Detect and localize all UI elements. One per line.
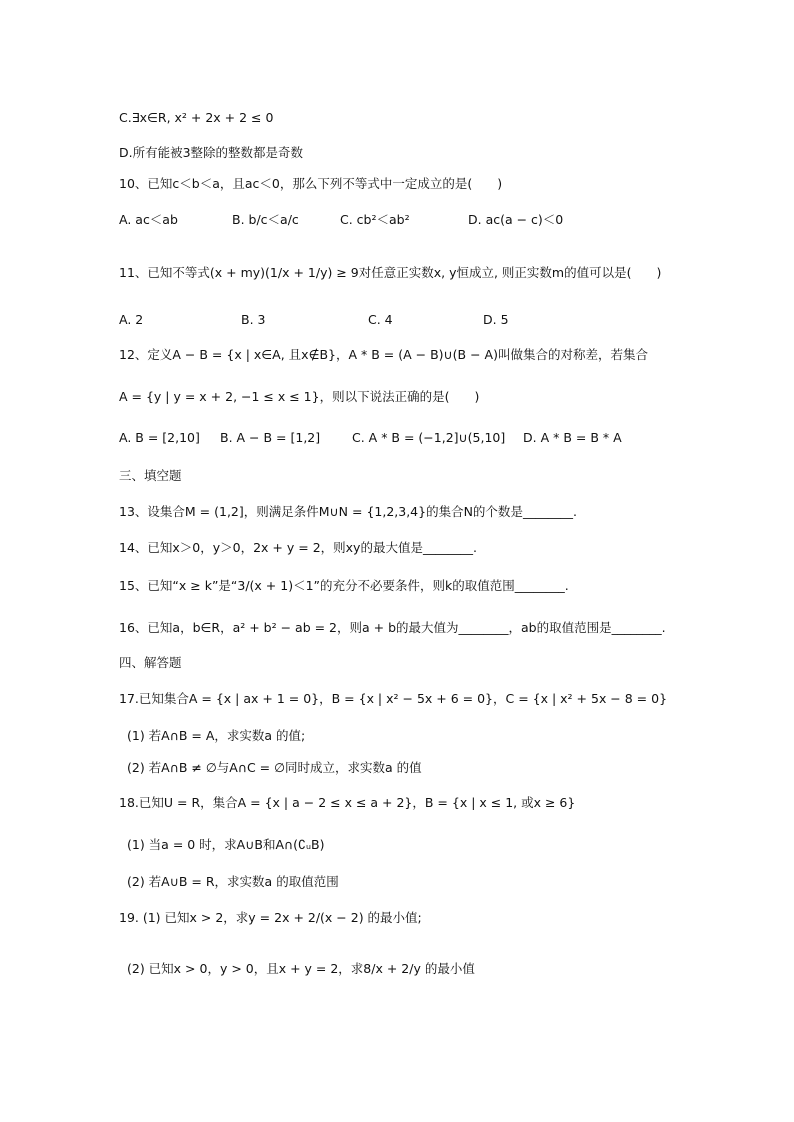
question-17: 17.已知集合A = {x | ax + 1 = 0}，B = {x | x² − 5x + 6 = 0}，C = {x | x² + 5x − 8 = 0} xyxy=(119,691,668,706)
question-19-part1: 19. (1) 已知x > 2，求y = 2x + 2/(x − 2) 的最小值; xyxy=(119,910,422,925)
question-11: 11、已知不等式(x + my)(1/x + 1/y) ≥ 9对任意正实数x, y恒成立, 则正实数m的值可以是( ) xyxy=(119,265,662,280)
question-10: 10、已知c＜b＜a，且ac＜0，那么下列不等式中一定成立的是( ) xyxy=(119,176,503,191)
question-12-line1: 12、定义A − B = {x | x∈A, 且x∉B}，A * B = (A − B)∪(B − A)叫做集合的对称差，若集合 xyxy=(119,347,648,362)
question-19-part2: (2) 已知x > 0，y > 0，且x + y = 2，求8/x + 2/y 的最小值 xyxy=(127,961,475,976)
question-18-part1: (1) 当a = 0 时，求A∪B和A∩(∁ᵤB) xyxy=(127,837,325,852)
q10-option-b: B. b/c＜a/c xyxy=(232,212,299,227)
section-answer-heading: 四、解答题 xyxy=(119,655,182,670)
q11-option-d: D. 5 xyxy=(483,312,509,327)
q9-option-c: C.∃x∈R, x² + 2x + 2 ≤ 0 xyxy=(119,110,274,125)
question-17-part2: (2) 若A∩B ≠ ∅与A∩C = ∅同时成立，求实数a 的值 xyxy=(127,760,422,775)
q12-option-a: A. B = [2,10] xyxy=(119,430,200,445)
q12-options xyxy=(119,429,719,447)
q11-option-b: B. 3 xyxy=(241,312,266,327)
q10-option-a: A. ac＜ab xyxy=(119,212,178,227)
q10-option-d: D. ac(a − c)＜0 xyxy=(468,212,564,227)
question-17-part1: (1) 若A∩B = A，求实数a 的值; xyxy=(127,728,306,743)
q12-option-c: C. A * B = (−1,2]∪(5,10] xyxy=(352,430,506,445)
question-18: 18.已知U = R，集合A = {x | a − 2 ≤ x ≤ a + 2}，B = {x | x ≤ 1, 或x ≥ 6} xyxy=(119,795,576,810)
q12-option-d: D. A * B = B * A xyxy=(523,430,622,445)
q11-option-a: A. 2 xyxy=(119,312,144,327)
q11-option-c: C. 4 xyxy=(368,312,393,327)
section-fill-in-heading: 三、填空题 xyxy=(119,468,182,483)
question-18-part2: (2) 若A∪B = R，求实数a 的取值范围 xyxy=(127,874,339,889)
q10-options xyxy=(119,211,719,229)
q11-options xyxy=(119,311,719,329)
q9-option-d: D.所有能被3整除的整数都是奇数 xyxy=(119,145,304,160)
q12-option-b: B. A − B = [1,2] xyxy=(220,430,321,445)
question-14: 14、已知x＞0，y＞0，2x + y = 2，则xy的最大值是________. xyxy=(119,540,477,555)
question-12-line2: A = {y | y = x + 2, −1 ≤ x ≤ 1}，则以下说法正确的是( ) xyxy=(119,389,480,404)
q10-option-c: C. cb²＜ab² xyxy=(340,212,410,227)
question-13: 13、设集合M = (1,2]，则满足条件M∪N = {1,2,3,4}的集合N的个数是________. xyxy=(119,504,577,519)
question-16: 16、已知a，b∈R，a² + b² − ab = 2，则a + b的最大值为________，ab的取值范围是________. xyxy=(119,620,666,635)
question-15: 15、已知“x ≥ k”是“3/(x + 1)＜1”的充分不必要条件，则k的取值范围________. xyxy=(119,578,569,593)
